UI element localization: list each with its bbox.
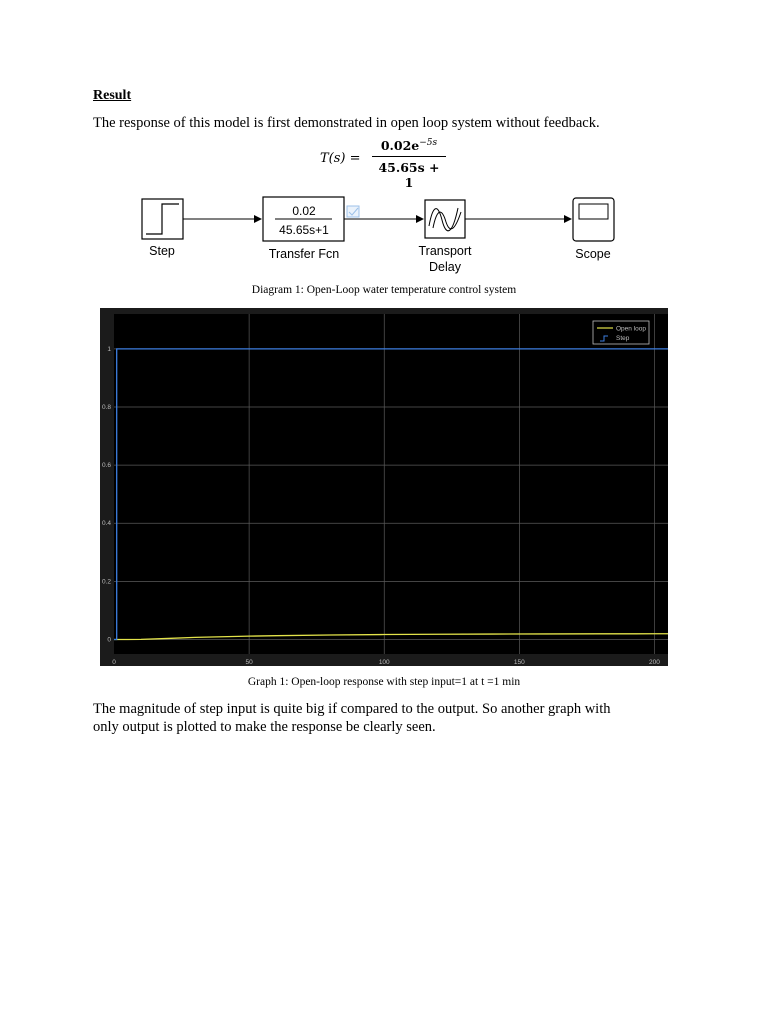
transport-delay-label-1: Transport bbox=[418, 244, 472, 258]
transport-delay-block[interactable] bbox=[425, 200, 465, 238]
scope-plot-svg bbox=[100, 308, 668, 666]
x-tick-label: 0 bbox=[112, 659, 116, 666]
scope-label: Scope bbox=[575, 247, 611, 261]
formula-denominator: 45.65s + 1 bbox=[378, 160, 440, 191]
block-diagram bbox=[100, 190, 660, 282]
formula-lhs: T(s) = bbox=[320, 151, 361, 166]
step-label: Step bbox=[149, 244, 175, 258]
x-tick-label: 150 bbox=[513, 659, 525, 666]
x-tick-label: 200 bbox=[649, 659, 660, 666]
scope-plot bbox=[100, 308, 668, 666]
diagram-caption: Diagram 1: Open-Loop water temperature control system bbox=[251, 284, 517, 296]
x-tick-label: 50 bbox=[245, 659, 253, 666]
legend-label-open-loop: Open loop bbox=[616, 325, 646, 333]
transfer-fcn-label: Transfer Fcn bbox=[268, 247, 340, 261]
intro-paragraph: The response of this model is first demonstrated in open loop system without feedback. bbox=[93, 115, 600, 131]
step-block[interactable] bbox=[142, 199, 183, 239]
y-tick-label: 0.8 bbox=[101, 403, 111, 411]
y-tick-label: 0.6 bbox=[101, 462, 111, 470]
y-tick-label: 0.2 bbox=[101, 578, 111, 586]
formula-fraction bbox=[372, 138, 446, 190]
transfer-fcn-denominator: 45.65s+1 bbox=[279, 223, 329, 237]
formula-exponent: −5s bbox=[419, 138, 438, 148]
closing-paragraph-line-1: The magnitude of step input is quite big if compared to the output. So another graph with bbox=[93, 701, 611, 717]
closing-paragraph-line-2: only output is plotted to make the response be clearly seen. bbox=[93, 719, 436, 735]
transfer-fcn-block[interactable] bbox=[263, 197, 344, 241]
checkbox-icon bbox=[347, 206, 359, 217]
legend-label-step: Step bbox=[616, 335, 630, 342]
plot-area bbox=[114, 314, 668, 654]
y-tick-label: 0 bbox=[107, 636, 111, 644]
x-tick-label: 100 bbox=[378, 659, 390, 666]
graph-caption: Graph 1: Open-loop response with step input=1 at t =1 min bbox=[247, 676, 521, 688]
transfer-fcn-numerator: 0.02 bbox=[292, 204, 316, 218]
transport-delay-label-2: Delay bbox=[429, 260, 461, 274]
y-tick-label: 0.4 bbox=[101, 520, 111, 528]
legend bbox=[593, 321, 649, 344]
formula-numerator: 0.02e bbox=[380, 138, 420, 154]
section-heading: Result bbox=[93, 88, 132, 103]
y-tick-label: 1 bbox=[107, 345, 111, 353]
transfer-function-formula bbox=[320, 138, 460, 191]
scope-block[interactable] bbox=[573, 198, 614, 241]
